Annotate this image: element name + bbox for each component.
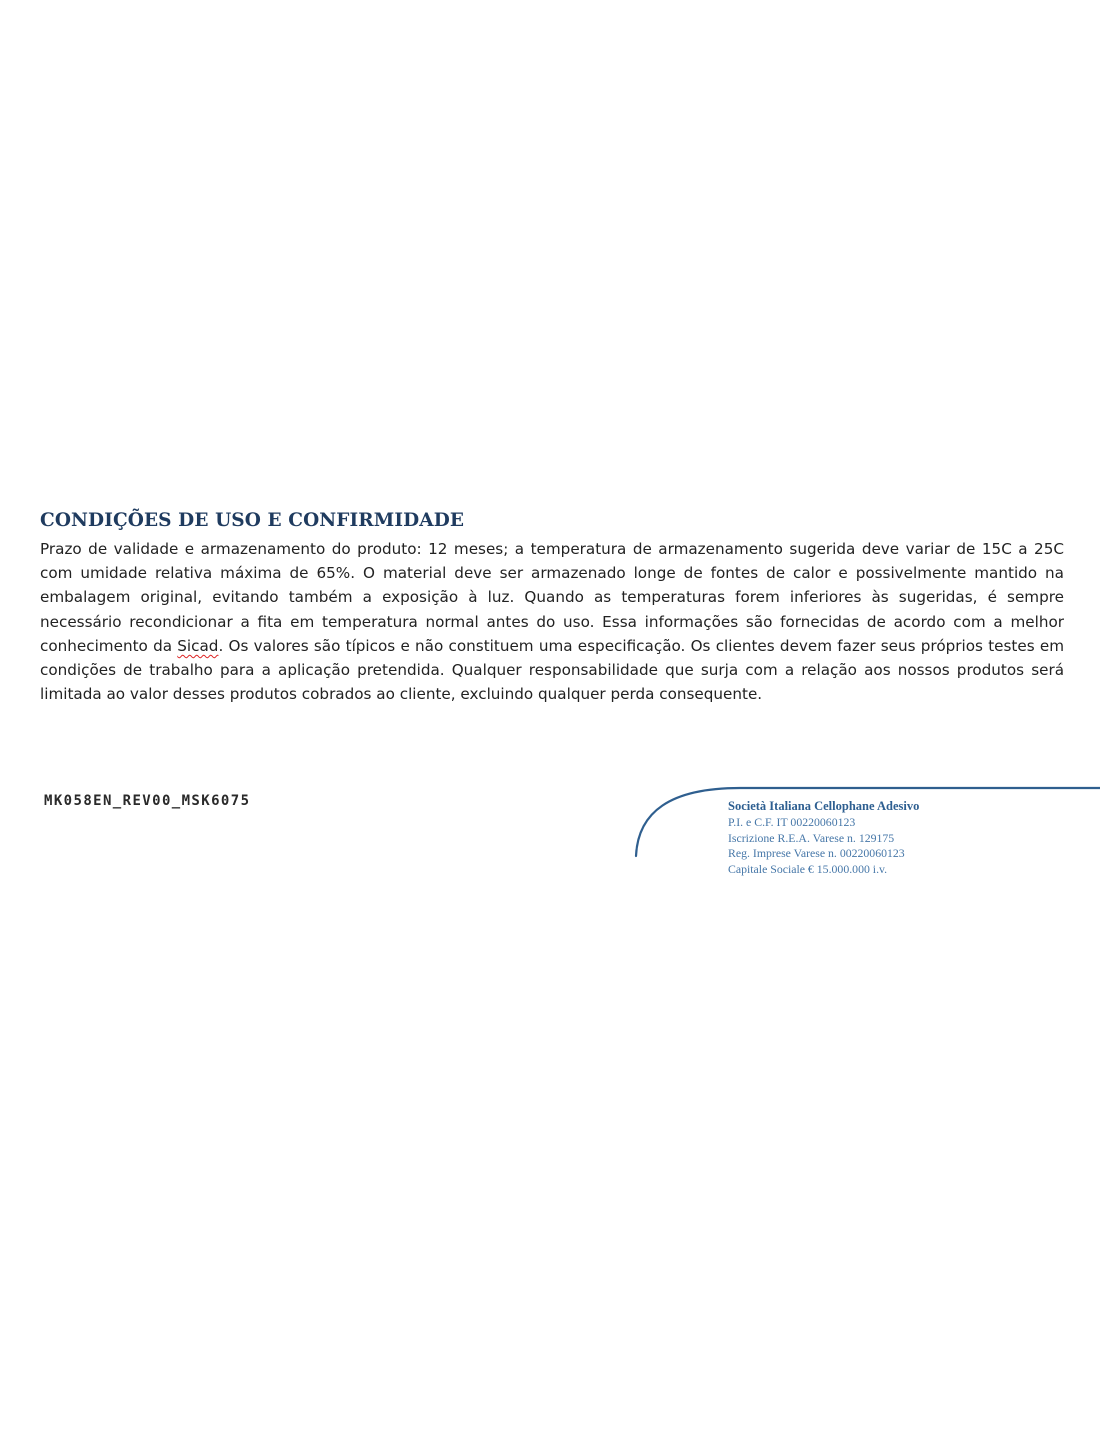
document-code: MK058EN_REV00_MSK6075 bbox=[44, 793, 251, 809]
company-capital-line: Capitale Sociale € 15.000.000 i.v. bbox=[728, 861, 888, 876]
company-register-line: Reg. Imprese Varese n. 00220060123 bbox=[728, 846, 905, 861]
company-name: Società Italiana Cellophane Adesivo bbox=[728, 799, 920, 813]
section-title: CONDIÇÕES DE USO E CONFIRMIDADE bbox=[40, 510, 465, 531]
conditions-paragraph bbox=[40, 537, 1064, 706]
company-rea-line: Iscrizione R.E.A. Varese n. 129175 bbox=[728, 830, 895, 845]
conditions-section bbox=[40, 510, 1064, 706]
paragraph-text-after: . Os valores são típicos e não constituem uma especificação. Os clientes devem fazer seus próprios testes em condições de trabalho para a aplicação pretendida. Qualquer responsabilidade que surja com a relação aos nossos produtos será limitada ao valor desses produtos cobrados ao cliente, excluindo qualquer perda consequente. bbox=[40, 636, 1065, 704]
company-vat-line: P.I. e C.F. IT 00220060123 bbox=[728, 815, 856, 829]
spellcheck-word: Sicad bbox=[177, 636, 219, 655]
paragraph-text-before: Prazo de validade e armazenamento do produto: 12 meses; a temperatura de armazenamento sugerida deve variar de 15C a 25C com umidade relativa máxima de 65%. O material deve ser armazenado longe de fontes de calor e possivelmente mantido na embalagem original, evitando também a exposição à luz. Quando as temperaturas forem inferiores às sugeridas, é sempre necessário recondicionar a fita em temperatura normal antes do uso. Essa informações são fornecidas de acordo com a melhor conhecimento da bbox=[40, 540, 1064, 655]
company-info bbox=[728, 798, 919, 877]
